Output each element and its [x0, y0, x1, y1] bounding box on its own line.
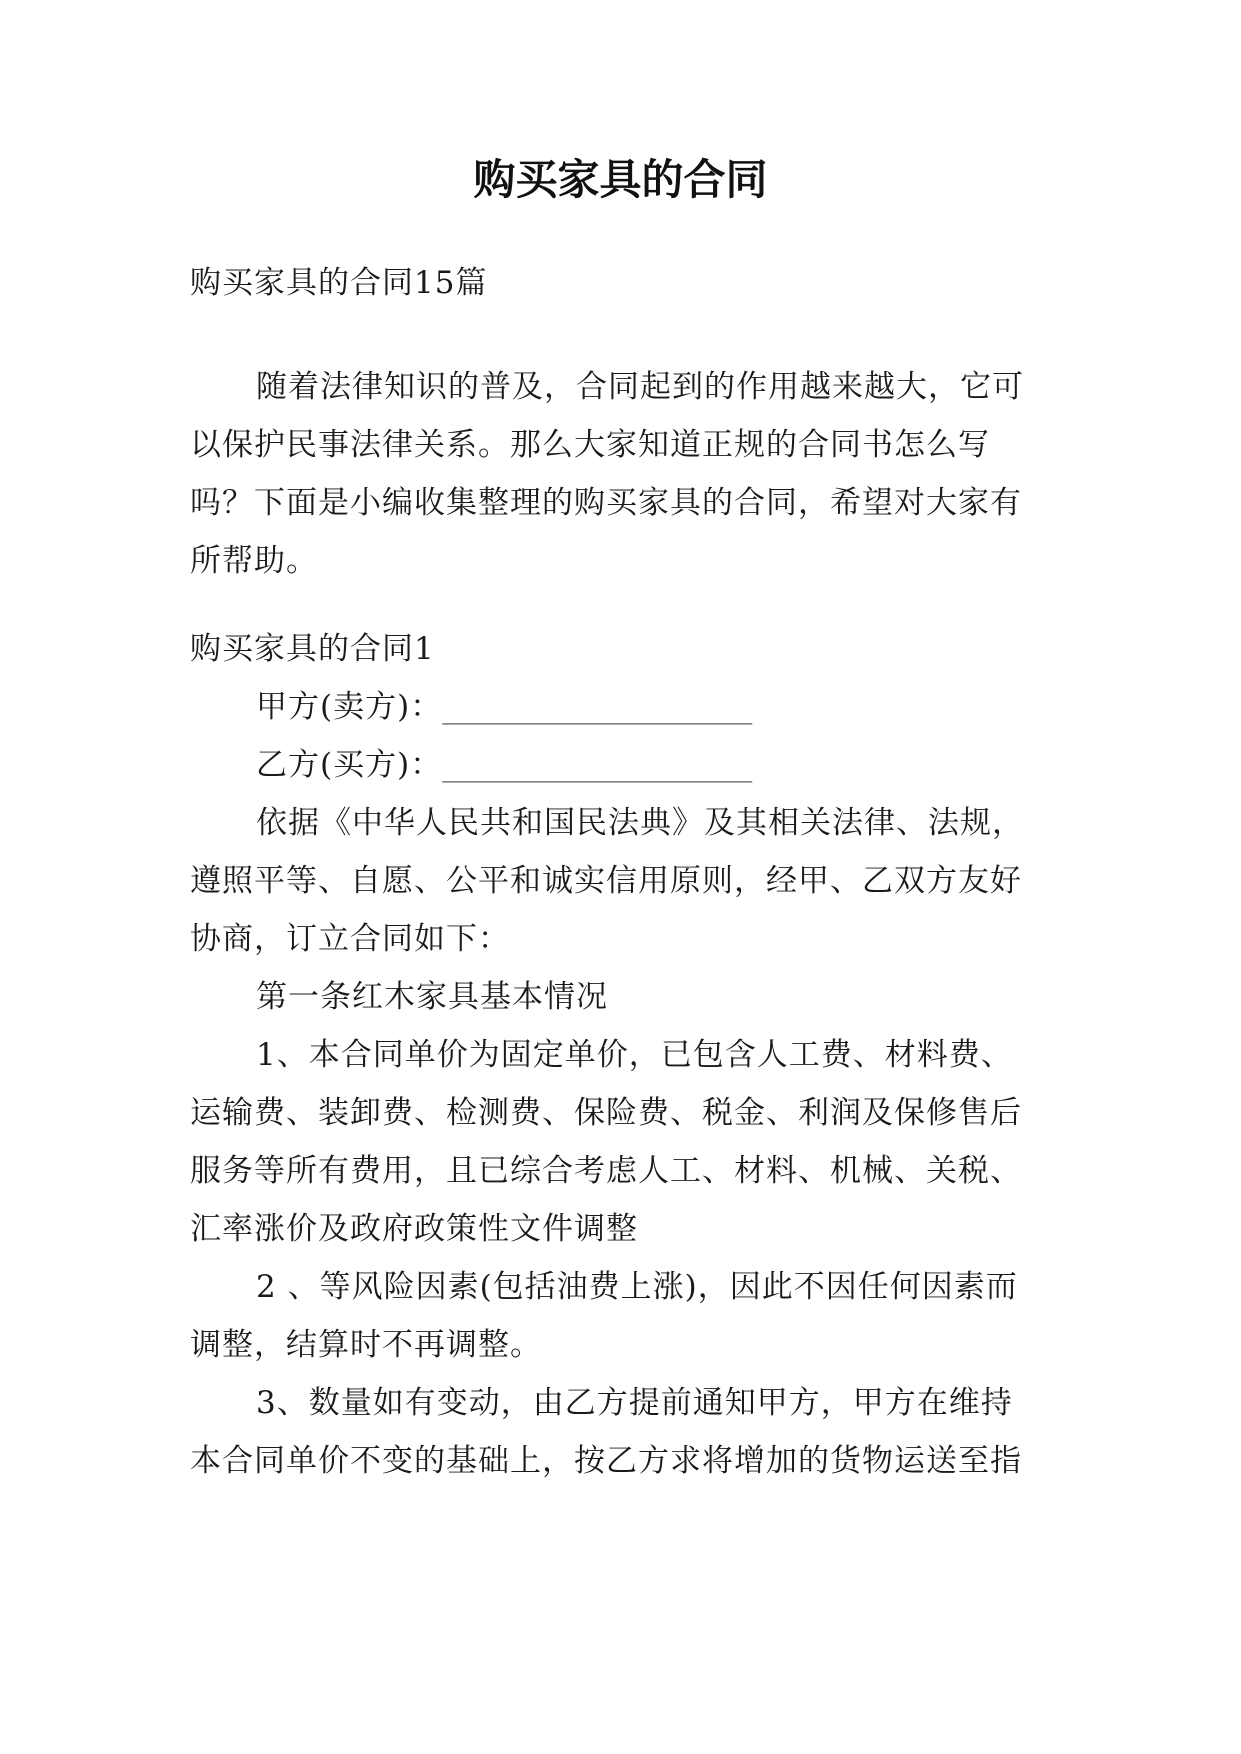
- intro-line-3: 吗？下面是小编收集整理的购买家具的合同，希望对大家有: [190, 485, 1022, 521]
- contract-section: [190, 620, 1070, 1490]
- party-a-blank: ____________________: [442, 689, 753, 725]
- body-line-8: 2 、等风险因素(包括油费上涨)，因此不因任何因素而: [256, 1269, 1018, 1305]
- section-heading: 购买家具的合同1: [190, 631, 435, 667]
- body-line-1: 依据《中华人民共和国民法典》及其相关法律、法规，: [256, 805, 1024, 841]
- subtitle-line: 购买家具的合同15篇: [190, 265, 488, 301]
- body-line-7: 汇率涨价及政府政策性文件调整: [190, 1211, 638, 1247]
- body-line-6: 服务等所有费用，且已综合考虑人工、材料、机械、关税、: [190, 1153, 1022, 1189]
- document-subtitle: [190, 254, 1070, 312]
- body-line-5: 运输费、装卸费、检测费、保险费、税金、利润及保修售后: [190, 1095, 1022, 1131]
- body-line-4: 1、本合同单价为固定单价，已包含人工费、材料费、: [256, 1037, 1013, 1073]
- intro-line-2: 以保护民事法律关系。那么大家知道正规的合同书怎么写: [190, 427, 990, 463]
- intro-paragraph: [190, 358, 1070, 590]
- body-line-11: 本合同单价不变的基础上，按乙方求将增加的货物运送至指: [190, 1443, 1022, 1479]
- body-line-2: 遵照平等、自愿、公平和诚实信用原则，经甲、乙双方友好: [190, 863, 1022, 899]
- party-b-blank: ____________________: [442, 747, 753, 783]
- body-line-3: 协商，订立合同如下：: [190, 921, 510, 957]
- body-line-9: 调整，结算时不再调整。: [190, 1327, 542, 1363]
- party-b-line: [190, 736, 1070, 794]
- party-a-line: [190, 678, 1070, 736]
- party-a-label: 甲方(卖方)：: [256, 689, 443, 725]
- intro-line-1: 随着法律知识的普及，合同起到的作用越来越大，它可: [256, 369, 1024, 405]
- intro-line-4: 所帮助。: [190, 543, 318, 579]
- document-title: 购买家具的合同: [473, 155, 768, 204]
- party-b-label: 乙方(买方)：: [256, 747, 443, 783]
- article-one-heading: 第一条红木家具基本情况: [256, 979, 608, 1015]
- body-line-10: 3、数量如有变动，由乙方提前通知甲方，甲方在维持: [256, 1385, 1013, 1421]
